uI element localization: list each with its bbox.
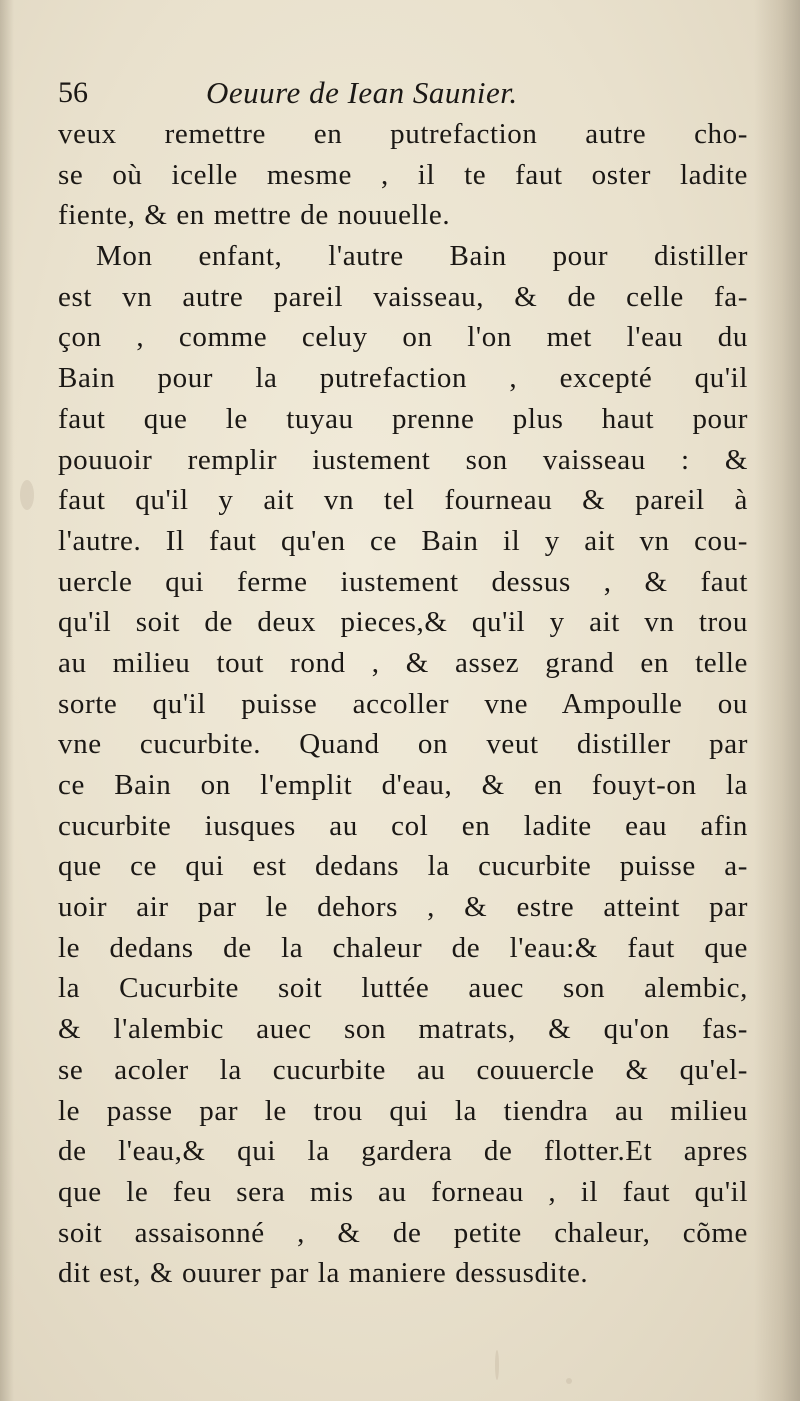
- running-header: [58, 68, 738, 118]
- text-line: est vn autre pareil vaisseau, & de celle fa-: [58, 280, 748, 313]
- text-line: le dedans de la chaleur de l'eau:& faut que: [58, 931, 748, 964]
- text-line: sorte qu'il puisse accoller vne Ampoulle ou: [58, 687, 748, 720]
- text-line: uoir air par le dehors , & estre atteint par: [58, 891, 748, 924]
- text-line: ce Bain on l'emplit d'eau, & en fouyt-on la: [58, 769, 748, 801]
- text-line: le passe par le trou qui la tiendra au milieu: [58, 1094, 748, 1127]
- text-line: faut qu'il y ait vn tel fourneau & pareil à: [58, 484, 748, 517]
- text-line: que le feu sera mis au forneau , il faut qu'il: [58, 1175, 748, 1208]
- text-line: se où icelle mesme , il te faut oster ladite: [58, 158, 748, 191]
- text-line: & l'alembic auec son matrats, & qu'on fas-: [58, 1013, 748, 1046]
- paper-stain: [495, 1350, 499, 1380]
- text-line: cucurbite iusques au col en ladite eau afin: [58, 809, 748, 842]
- text-line: soit assaisonné , & de petite chaleur, cõme: [58, 1216, 748, 1249]
- paper-stain: [20, 480, 34, 510]
- text-line: de l'eau,& qui la gardera de flotter.Et apres: [58, 1135, 748, 1168]
- text-line: Mon enfant, l'autre Bain pour distiller: [96, 240, 748, 273]
- text-line: la Cucurbite soit luttée auec son alembic,: [58, 972, 748, 1005]
- running-title: Oeuure de Iean Saunier.: [206, 75, 518, 110]
- text-line: Bain pour la putrefaction , excepté qu'il: [58, 362, 748, 395]
- text-line: faut que le tuyau prenne plus haut pour: [58, 402, 748, 435]
- text-line: qu'il soit de deux pieces,& qu'il y ait vn trou: [58, 606, 748, 639]
- text-line: fiente, & en mettre de nouuelle.: [58, 199, 451, 232]
- text-line: vne cucurbite. Quand on veut distiller par: [58, 728, 748, 761]
- text-line: veux remettre en putrefaction autre cho-: [58, 118, 748, 150]
- text-line: que ce qui est dedans la cucurbite puisse a-: [58, 850, 748, 883]
- text-line: l'autre. Il faut qu'en ce Bain il y ait vn cou-: [58, 524, 748, 557]
- body-text: [58, 114, 748, 1294]
- page-gutter-shadow: [754, 0, 800, 1401]
- text-line: pouuoir remplir iustement son vaisseau : &: [58, 443, 748, 476]
- page-number: 56: [58, 76, 88, 109]
- paper-stain: [566, 1378, 572, 1384]
- text-line: au milieu tout rond , & assez grand en telle: [58, 646, 748, 679]
- text-line: dit est, & ouurer par la maniere dessusdite.: [58, 1257, 589, 1290]
- page-left-edge: [0, 0, 14, 1401]
- text-line: se acoler la cucurbite au couuercle & qu'el-: [58, 1053, 748, 1086]
- text-line: uercle qui ferme iustement dessus , & faut: [58, 565, 748, 598]
- text-line: çon , comme celuy on l'on met l'eau du: [58, 321, 748, 354]
